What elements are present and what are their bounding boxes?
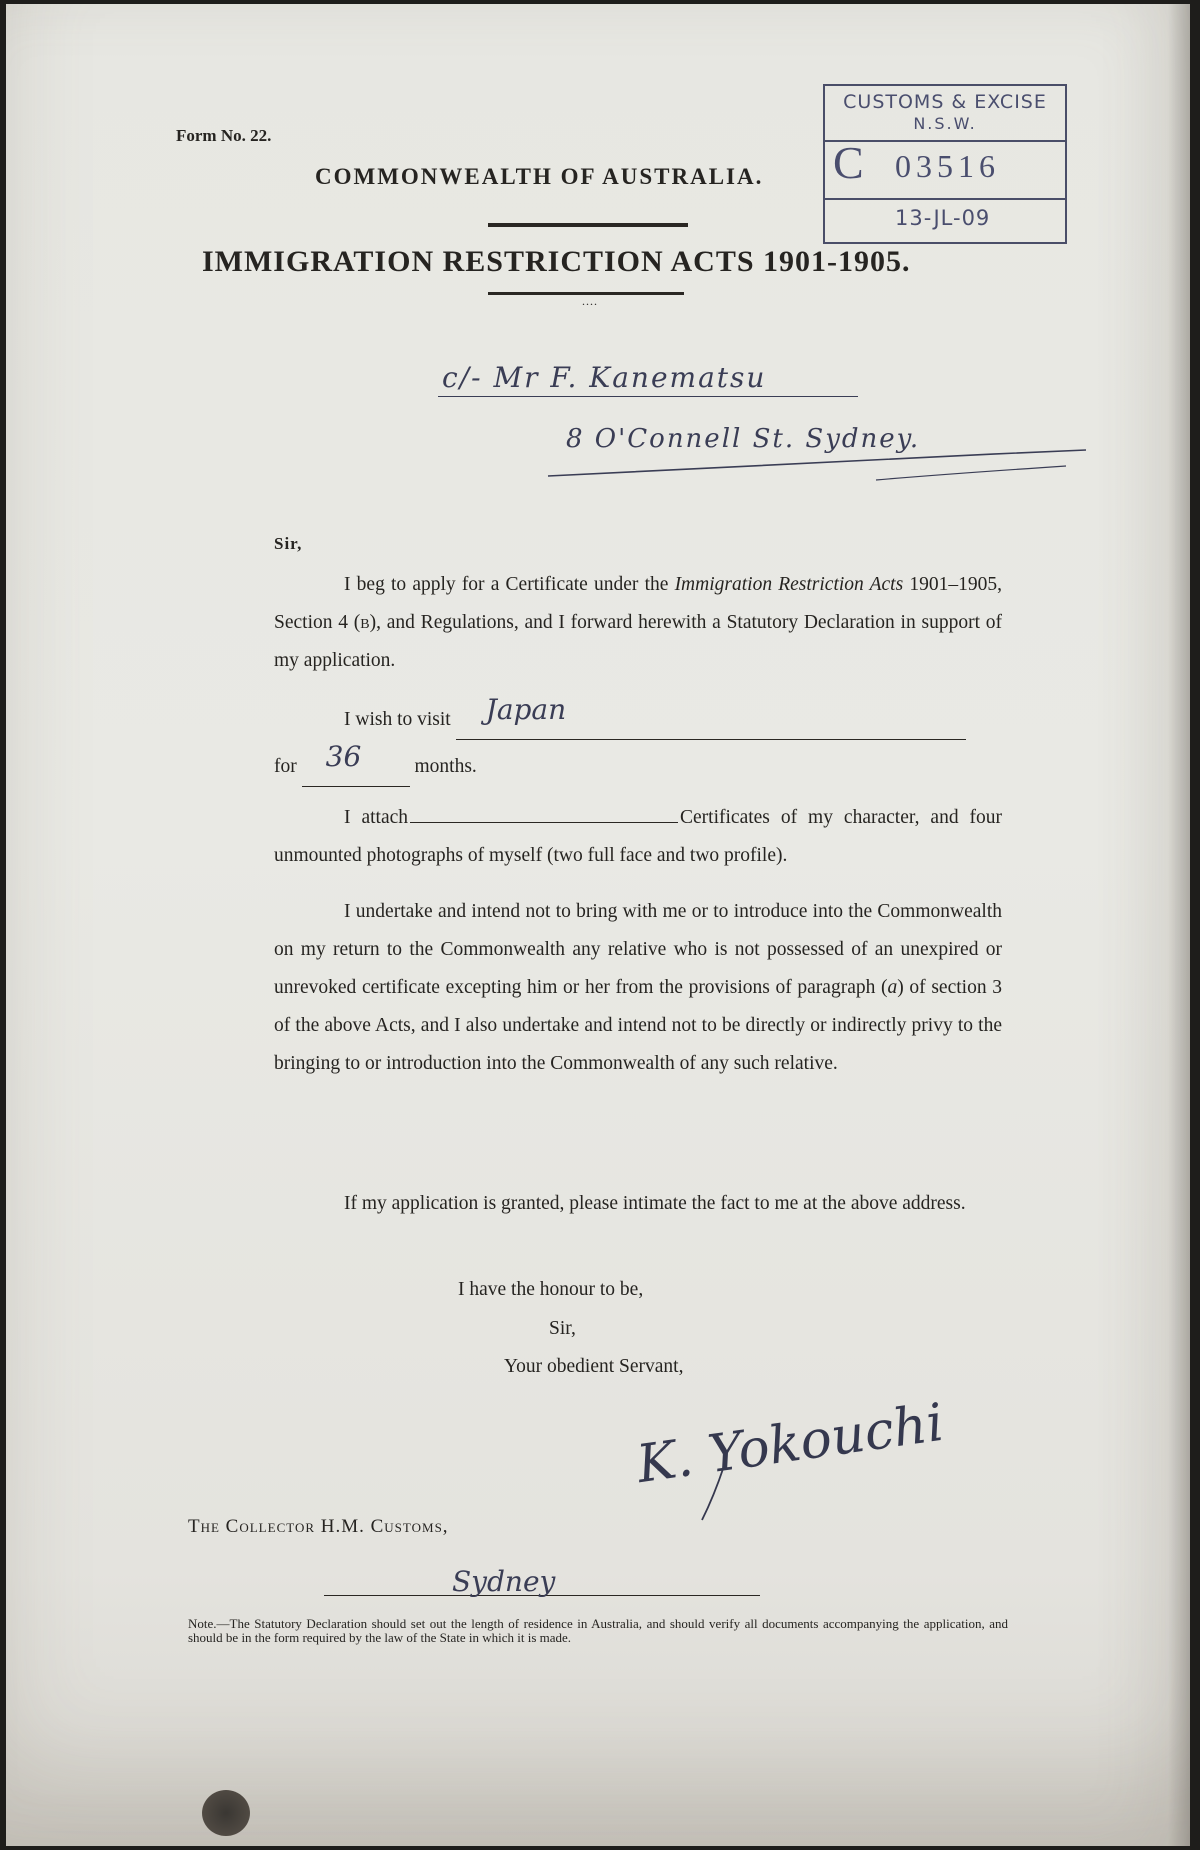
- undertaking-text: I undertake and intend not to bring with me or to introduce into the Commonwealth on my return to the Commonwealth any relative who is not possessed of an unexpired or unrevoked certificate excepting him or her from the provisions of paragraph (: [274, 901, 1002, 998]
- undertaking-paragraph: [274, 893, 1002, 1083]
- p1-text: ), and Regulations, and I forward herewith a Statutory Declaration in support of my application.: [274, 612, 1002, 671]
- stamp-number: 03516: [895, 148, 1000, 184]
- months-field: [302, 740, 410, 787]
- closing-honour: I have the honour to be,: [458, 1279, 644, 1300]
- stamp-letter: C: [833, 137, 864, 188]
- visit-field: [456, 693, 966, 740]
- attach-label: I attach: [344, 807, 409, 828]
- undertaking-text: ) of section 3 of the above Acts, and I also undertake and intend not to be directly or indirectly privy to the bringing to or introduction into the Commonwealth of any such relative.: [274, 977, 1002, 1074]
- stamp-date: 13-JL-09: [895, 206, 991, 230]
- heading-rule-top: [488, 223, 688, 227]
- act-title: IMMIGRATION RESTRICTION ACTS 1901-1905.: [202, 245, 911, 278]
- address-underline: [438, 396, 858, 397]
- for-label: for: [274, 756, 297, 777]
- visit-label: I wish to visit: [344, 709, 451, 730]
- heading-dots: ....: [582, 294, 598, 308]
- closing-servant: Your obedient Servant,: [504, 1356, 684, 1377]
- binding-hole: [202, 1790, 250, 1836]
- p1-act-name: Immigration Restriction Acts: [674, 574, 904, 595]
- duration-line: [274, 740, 477, 787]
- request-text: If my application is granted, please intimate the fact to me at the above address.: [344, 1193, 966, 1214]
- stamp-state: N.S.W.: [913, 114, 977, 133]
- p1-text: I beg to apply for a Certificate under the: [344, 574, 675, 595]
- commonwealth-heading: COMMONWEALTH OF AUSTRALIA.: [315, 164, 764, 189]
- visit-value: Japan: [485, 693, 567, 726]
- visit-line: [344, 693, 966, 740]
- customs-stamp: [823, 84, 1067, 244]
- months-label: months.: [414, 756, 477, 777]
- p1-subsection: b: [360, 612, 370, 633]
- months-value: 36: [325, 740, 362, 773]
- page-edge-shadow: [1168, 4, 1190, 1846]
- p1-text: 1901–1905, Section 4 (: [274, 574, 1002, 633]
- attach-paragraph: [274, 799, 1002, 875]
- attach-text: Certificates of my character, and four unmounted photographs of myself (two full face and two profile).: [274, 807, 1003, 866]
- collector-title: The Collector H.M. Customs,: [188, 1516, 449, 1537]
- signature: K. Yokouchi: [633, 1392, 948, 1496]
- stamp-divider: [825, 198, 1065, 200]
- salutation: Sir,: [274, 534, 303, 553]
- address-underline-stroke: [546, 444, 1096, 484]
- paragraph-ref: a: [887, 977, 898, 998]
- handwritten-address-line2: 8 O'Connell St. Sydney.: [566, 424, 921, 454]
- stamp-agency: CUSTOMS & EXCISE: [843, 91, 1047, 113]
- application-paragraph: [274, 566, 1002, 680]
- footnote: Note.—The Statutory Declaration should set out the length of residence in Australia, and should verify all documents accompanying the application, and should be in the form required by the law of the State in which it is made.: [188, 1616, 1008, 1645]
- document-page: [6, 4, 1190, 1846]
- form-number: Form No. 22.: [176, 126, 272, 145]
- attach-field: [410, 821, 678, 823]
- handwritten-address-line1: c/- Mr F. Kanematsu: [442, 361, 767, 394]
- signature-stroke: [696, 1464, 736, 1524]
- closing-sir: Sir,: [549, 1318, 576, 1339]
- collector-place: Sydney: [452, 1565, 556, 1598]
- request-paragraph: [274, 1185, 1002, 1223]
